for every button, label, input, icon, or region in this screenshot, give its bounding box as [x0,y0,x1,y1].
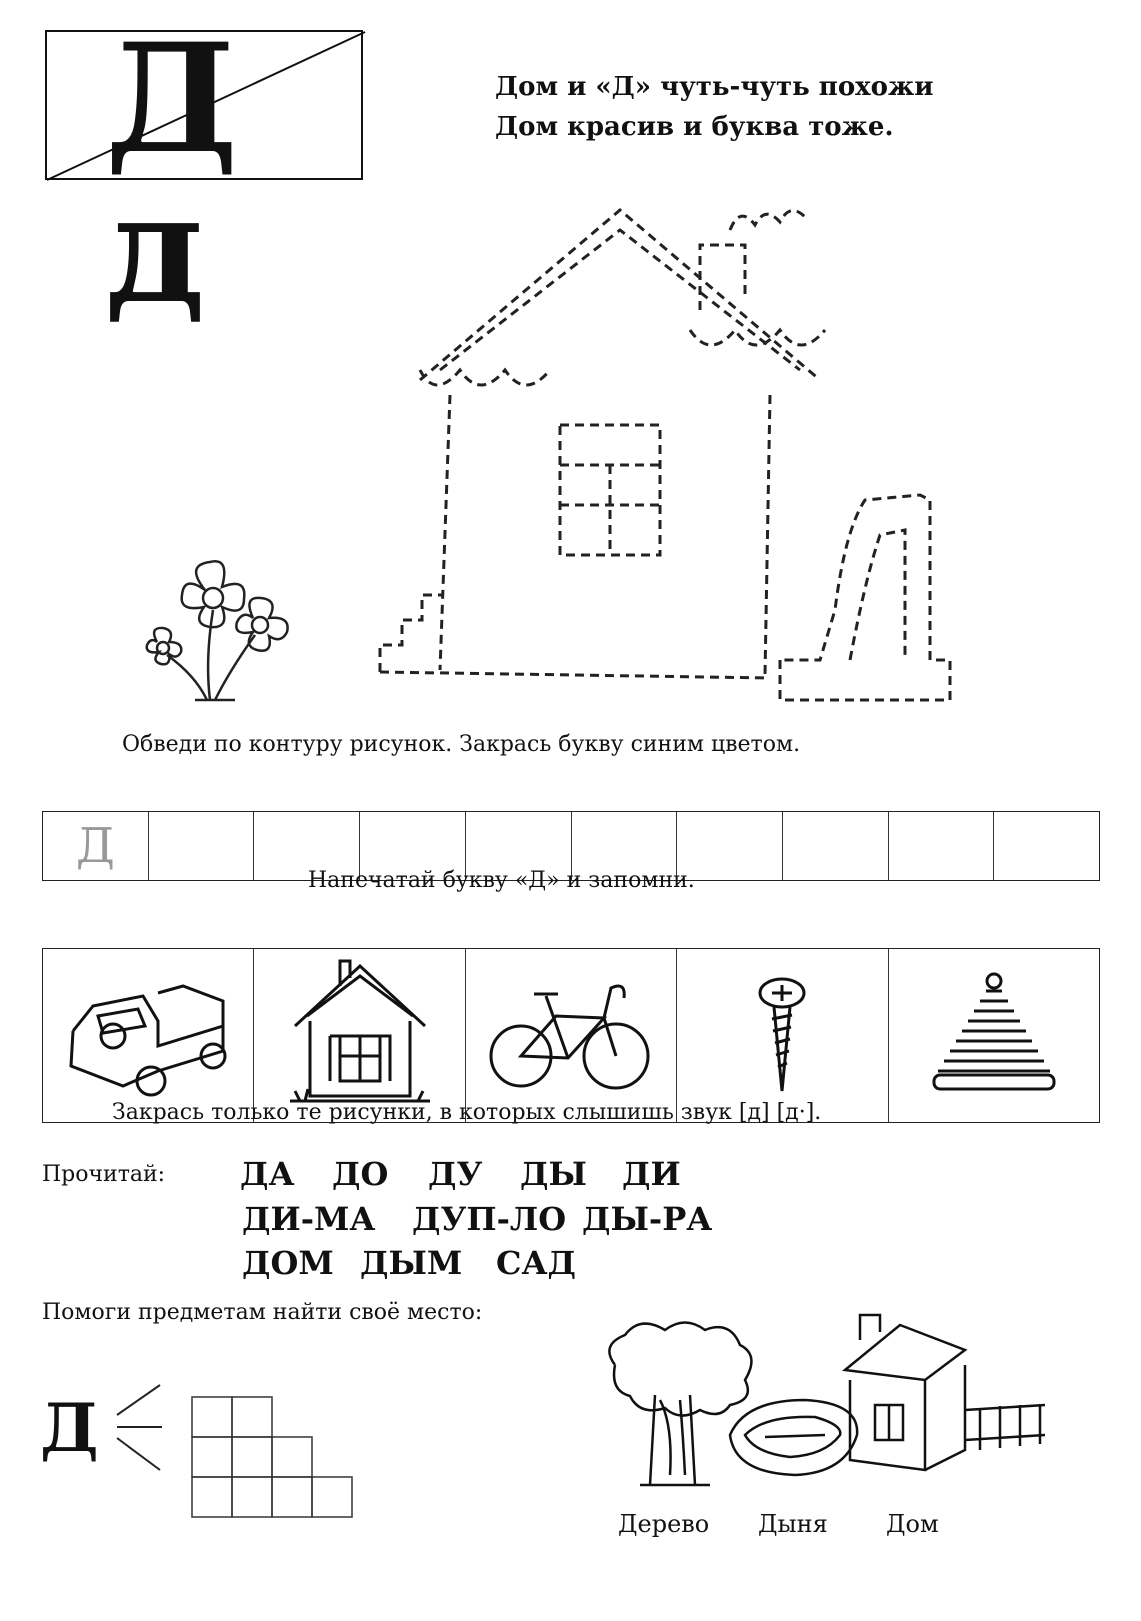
task5-letter: Д [40,1389,99,1467]
syllable: ДИ [622,1155,681,1193]
bicycle-icon [486,976,656,1096]
picture-cell-house[interactable] [254,949,465,1122]
word: ДОМ [242,1244,334,1282]
letter-cell-sample[interactable] [43,812,149,880]
task1-instruction: Обведи по контуру рисунок. Закрась букву синим цветом. [122,732,801,757]
picture-cell-truck[interactable] [43,949,254,1122]
syllable: ДЫ [520,1155,587,1193]
cottage-icon [840,1310,1060,1485]
read-label: Прочитай: [42,1162,166,1187]
letter-upper: Д д [105,11,243,337]
poem-line-1: Дом и «Д» чуть-чуть похожи [495,72,934,102]
sample-letter: Д [75,818,115,874]
pyramid-icon [924,971,1064,1101]
word: ДЫМ [360,1244,463,1282]
word-grid[interactable] [192,1397,392,1522]
syllable-word: ДЫ-РА [582,1200,713,1238]
letter-cell[interactable] [149,812,255,880]
syllable-word: ДИ-МА [242,1200,376,1238]
syllable: ДО [332,1155,389,1193]
picture-cell-pyramid[interactable] [889,949,1099,1122]
letter-card [45,11,363,337]
letter-cell[interactable] [889,812,995,880]
diagonal-line [47,32,365,182]
flower-icon [135,560,300,710]
word-label: Дерево [618,1510,710,1538]
picture-cell-screw[interactable] [677,949,888,1122]
syllable: ДА [240,1155,295,1193]
syllable: ДУ [428,1155,483,1193]
task2-instruction: Напечатай букву «Д» и запомни. [308,868,695,893]
poem-line-2: Дом красив и буква тоже. [495,112,894,142]
branch-lines [112,1380,172,1480]
screw-icon [742,971,822,1101]
task5-instruction: Помоги предметам найти своё место: [42,1300,483,1325]
word: САД [496,1244,576,1282]
word-label: Дом [886,1510,939,1538]
task3-instruction: Закрась только те рисунки, в которых слышишь звук [д] [д·]. [112,1100,822,1125]
syllable-word: ДУП-ЛО [412,1200,567,1238]
letter-cell[interactable] [783,812,889,880]
word-label: Дыня [758,1510,828,1538]
letter-cell[interactable] [994,812,1099,880]
picture-row [42,948,1100,1123]
picture-cell-bicycle[interactable] [466,949,677,1122]
house-icon [285,956,435,1116]
truck-icon [63,971,233,1101]
